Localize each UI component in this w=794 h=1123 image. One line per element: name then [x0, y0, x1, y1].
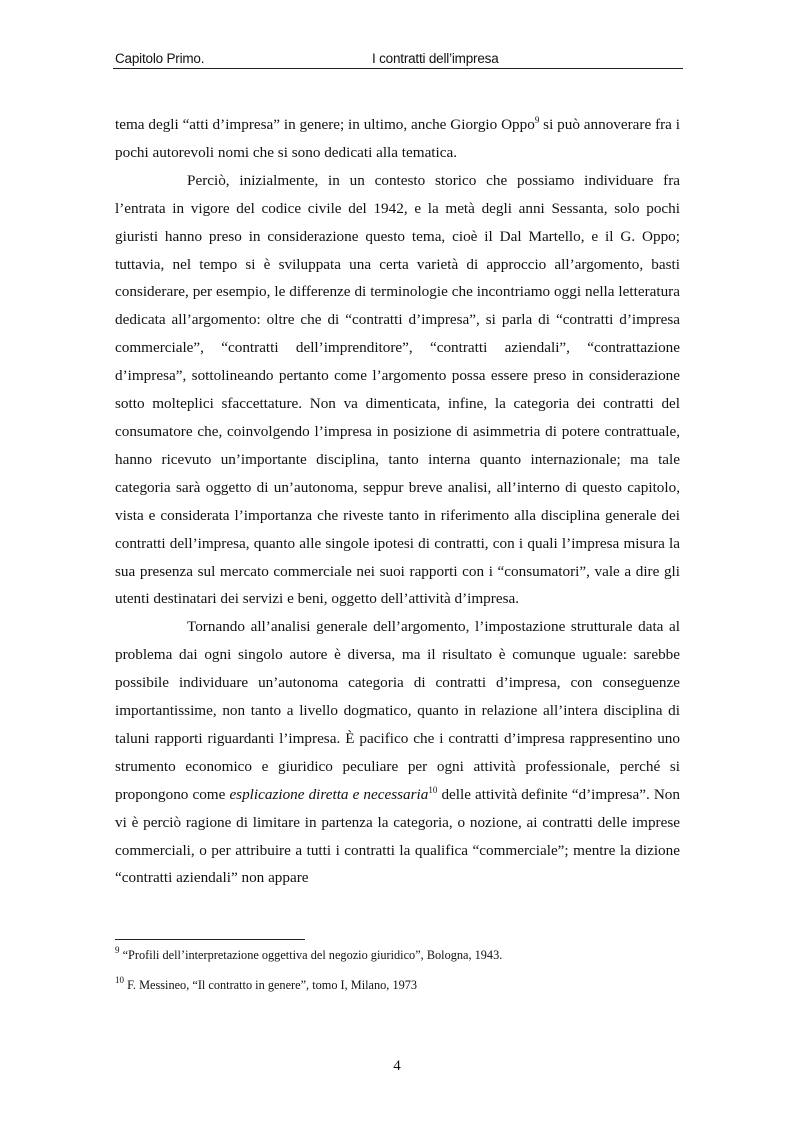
footnote-ref[interactable]: 9 [534, 115, 540, 125]
footnote-separator [115, 939, 305, 940]
paragraph: tema degli “atti d’impresa” in genere; in ultimo, anche Giorgio Oppo$^9$ si può annoverare fra i pochi autorevoli nomi che si sono dedicati alla tematica. [115, 115, 680, 161]
footnote-text: F. Messineo, “Il contratto in genere”, tomo I, Milano, 1973 [124, 978, 418, 992]
emphasis-text: esplicazione diretta e necessaria [229, 785, 429, 803]
footnote-number: 9 [115, 945, 120, 955]
paragraph: Tornando all’analisi generale dell’argomento, l’impostazione strutturale data al problema dai ogni singolo autore è diversa, ma il risultato è comunque uguale: sarebbe possibile individuare un’autonoma categoria di contratti d’impresa, con conseguenze importantissime, non tanto a livello dogmatico, quanto in relazione all’intera disciplina di taluni rapporti riguardanti l’impresa. È pacifico che i contratti d’impresa rappresentino uno strumento economico e giuridico peculiare per ogni attività professionale, perché si propongono come esplicazione diretta e necessaria$^{10}$ delle attività definite “d’impresa”. Non vi è perciò ragione di limitare in partenza la categoria, o nozione, ai contratti delle imprese commerciali, o per attribuire a tutti i contratti la qualifica “commerciale”; mentre la dizione “contratti aziendali” non appare [115, 618, 680, 887]
footnote-ref[interactable]: 10 [428, 784, 438, 795]
footnote-number: 10 [115, 975, 124, 985]
chapter-label: Capitolo Primo. [115, 51, 205, 66]
body-text [115, 111, 680, 892]
footnote-text: “Profili dell’interpretazione oggettiva del negozio giuridico”, Bologna, 1943. [119, 948, 503, 962]
page-number: 4 [393, 1058, 401, 1074]
running-header [113, 50, 683, 69]
header-title: I contratti dell’impresa [372, 51, 499, 66]
paragraph: Perciò, inizialmente, in un contesto storico che possiamo individuare fra l’entrata in vigore del codice civile del 1942, e la metà degli anni Sessanta, solo pochi giuristi hanno preso in considerazione questo tema, cioè il Dal Martello, e il G. Oppo; tuttavia, nel tempo si è sviluppata una certa varietà di approccio all’argomento, basti considerare, per esempio, le differenze di terminologie che incontriamo oggi nella letteratura dedicata all’argomento: oltre che di “contratti d’impresa”, si parla di “contratti d’impresa commerciale”, “contratti dell’imprenditore”, “contratti aziendali”, “contrattazione d’impresa”, sottolineando pertanto come l’argomento possa essere preso in considerazione sotto molteplici sfaccettature. Non va dimenticata, infine, la categoria dei contratti del consumatore che, coinvolgendo l’impresa in posizione di asimmetria di potere contrattuale, hanno ricevuto un’importante disciplina, tanto interna quanto internazionale; ma tale categoria sarà oggetto di un’autonoma, seppur breve analisi, all’interno di questo capitolo, vista e considerata l’importanza che riveste tanto in riferimento alla disciplina generale dei contratti dell’impresa, quanto alle singole ipotesi di contratti, con i quali l’impresa misura la sua presenza sul mercato commerciale nei suoi rapporti con i “consumatori”, vale a dire gli utenti destinatari dei servizi e beni, oggetto dell’attività d’impresa. [115, 171, 680, 608]
footnote [115, 947, 502, 963]
footnote [115, 977, 417, 993]
